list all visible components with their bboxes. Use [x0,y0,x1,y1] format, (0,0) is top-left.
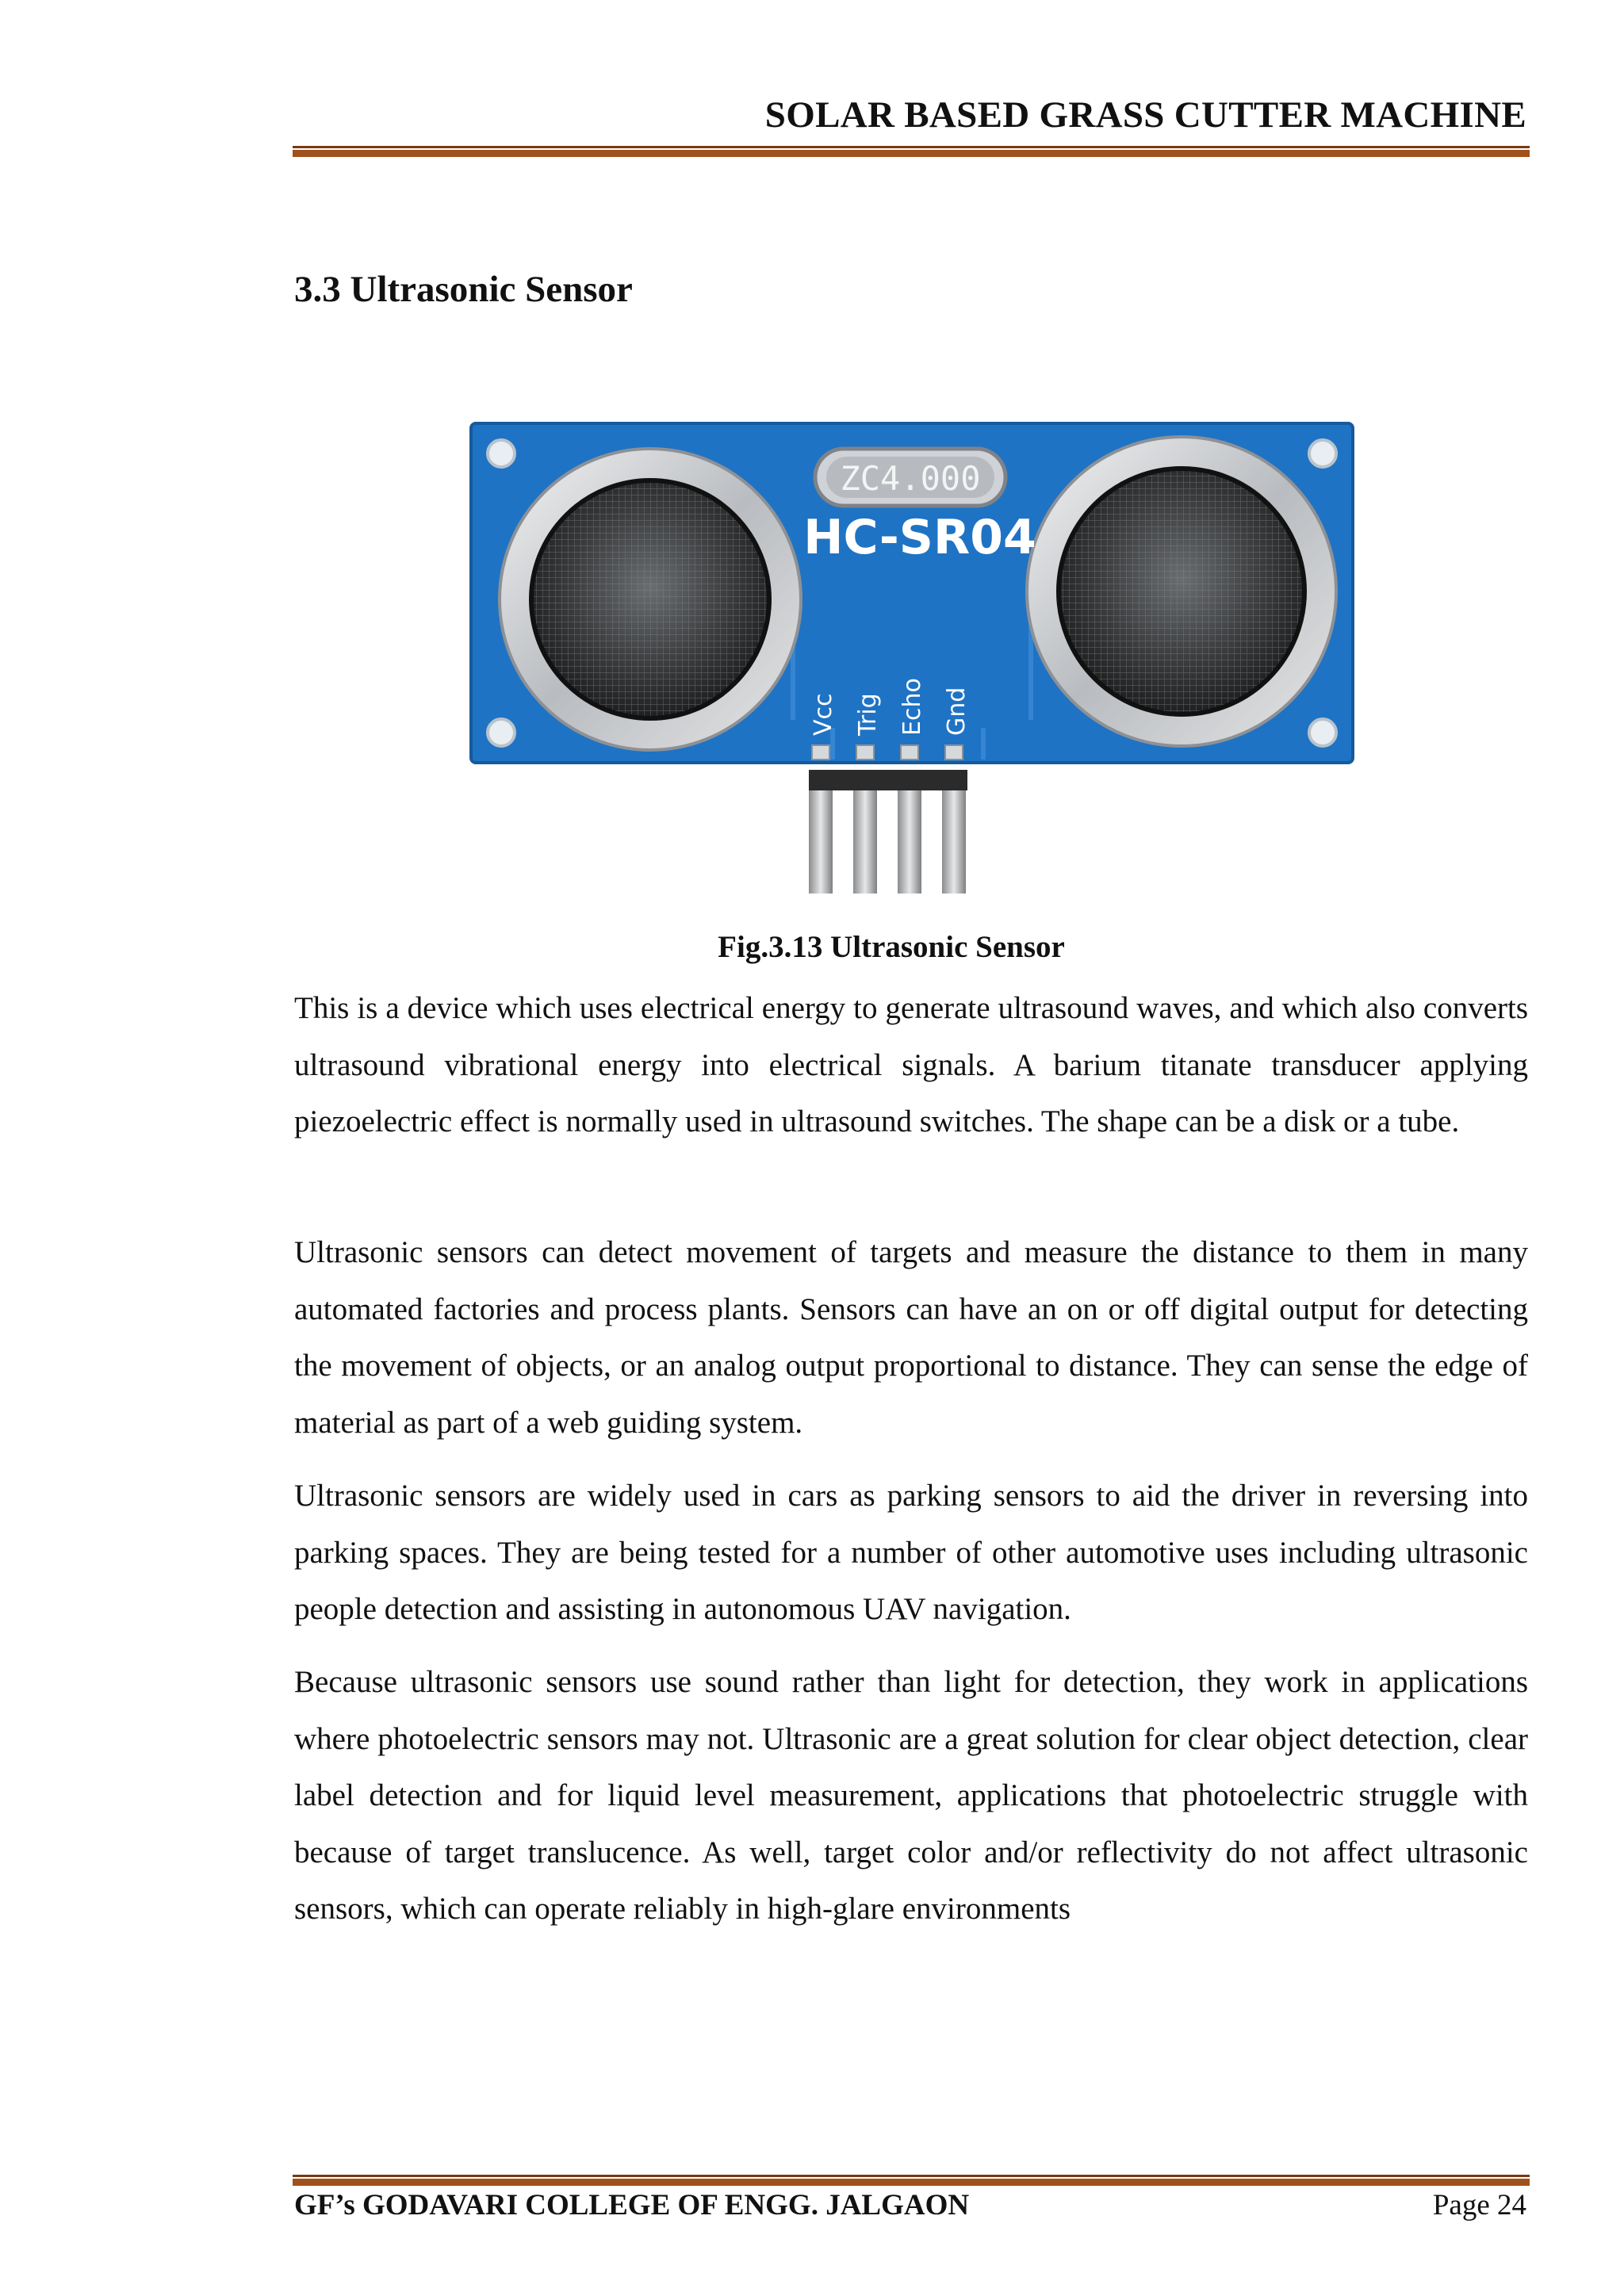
receiver-transducer [1027,437,1336,746]
pin-label-echo: Echo [898,678,926,736]
header-rule-thick [293,150,1530,157]
paragraph-4: Because ultrasonic sensors use sound rather than light for detection, they work in applications where photoelectric sensors may not. Ultrasonic are a great solution for clear object detection, clear label detection and for liquid level measurement, applications that photoelectric struggle with because of target translucence. As well, target color and/or reflectivity do not affect ultrasonic sensors, which can operate reliably in high-glare environments [294,1665,1528,1926]
paragraph-1: This is a device which uses electrical energy to generate ultrasound waves, and which also converts ultrasound vibrational energy into electrical signals. A barium titanate transducer applying piezoelectric effect is normally used in ultrasound switches. The shape can be a disk or a tube. [294,991,1528,1138]
running-header-title: SOLAR BASED GRASS CUTTER MACHINE [764,94,1526,136]
crystal-label: ZC4.000 [840,459,981,498]
footer-rule [293,2175,1530,2177]
footer-rule-thick [293,2179,1530,2186]
transmitter-transducer [500,449,801,750]
header-pins [809,770,967,894]
section-heading: 3.3 Ultrasonic Sensor [294,269,633,310]
page-number: Page 24 [1432,2189,1526,2221]
ultrasonic-sensor-figure [460,387,1380,910]
paragraph-3: Ultrasonic sensors are widely used in cars as parking sensors to aid the driver in reversing into parking spaces. They are being tested for a number of other automotive uses including ultrasonic people detection and assisting in autonomous UAV navigation. [294,1479,1528,1626]
header-rule [293,146,1530,148]
model-label: HC-SR04 [803,510,1036,565]
hc-sr04-illustration [460,387,1380,910]
paragraph-2: Ultrasonic sensors can detect movement of targets and measure the distance to them in many automated factories and process plants. Sensors can have an on or off digital output for detecting the movement of objects, or an analog output proportional to distance. They can sense the edge of material as part of a web guiding system. [294,1235,1528,1440]
footer-institution: GF’s GODAVARI COLLEGE OF ENGG. JALGAON [294,2189,970,2221]
pin-label-vcc: Vcc [810,693,837,736]
pin-label-trig: Trig [854,693,882,736]
pin-label-gnd: Gnd [943,687,971,736]
figure-caption: Fig.3.13 Ultrasonic Sensor [718,930,1065,964]
